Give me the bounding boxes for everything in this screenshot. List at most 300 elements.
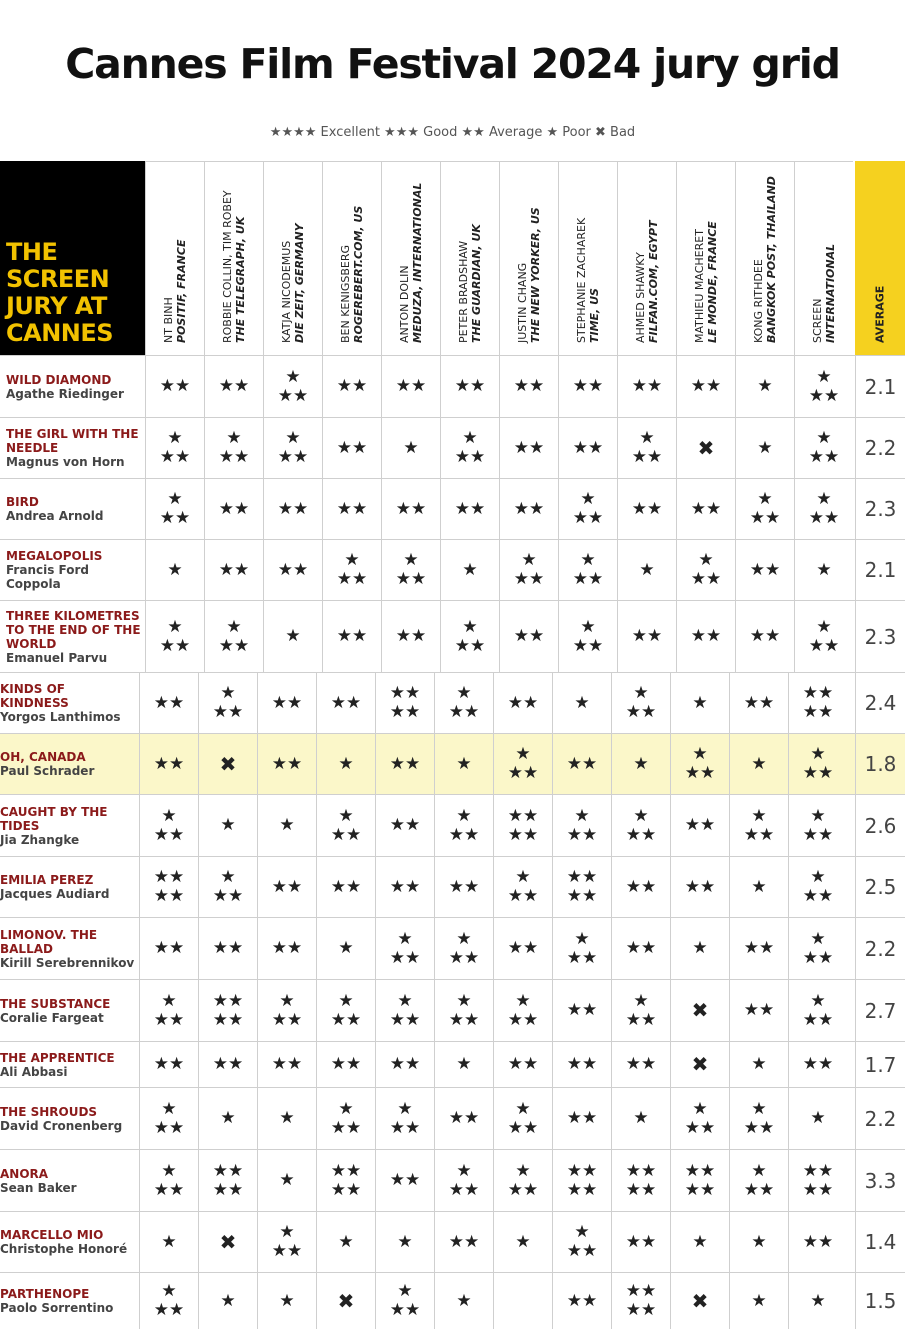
rating-cell bbox=[375, 795, 434, 856]
rating-cell bbox=[617, 479, 676, 539]
rating-cell bbox=[316, 1150, 375, 1211]
star-rating-icon: ★★ ★★ bbox=[625, 1160, 657, 1200]
rating-cell bbox=[794, 540, 853, 600]
critic-outlet: DIE ZEIT, GERMANY bbox=[293, 223, 306, 343]
star-rating-icon: ★ bbox=[220, 1290, 236, 1311]
film-row bbox=[0, 355, 905, 417]
average-score: 2.1 bbox=[855, 356, 905, 417]
rating-cell bbox=[794, 356, 853, 417]
rating-cell bbox=[257, 857, 316, 917]
critic-header bbox=[558, 161, 617, 355]
rating-cell bbox=[493, 1212, 552, 1272]
star-rating-icon: ★★ bbox=[395, 376, 427, 396]
rating-cell bbox=[139, 980, 198, 1041]
star-rating-icon: ★ ★★ bbox=[153, 805, 185, 845]
star-rating-icon: ★ bbox=[456, 1290, 472, 1311]
critic-header bbox=[617, 161, 676, 355]
rating-cell bbox=[139, 1042, 198, 1087]
film-director: Jia Zhangke bbox=[0, 832, 80, 847]
rating-cell bbox=[257, 1042, 316, 1087]
rating-cell bbox=[670, 734, 729, 794]
rating-cell bbox=[499, 540, 558, 600]
rating-cell bbox=[375, 734, 434, 794]
rating-cell bbox=[493, 857, 552, 917]
rating-cell bbox=[493, 795, 552, 856]
average-column-header bbox=[855, 161, 905, 355]
rating-cell bbox=[558, 479, 617, 539]
rating-cell bbox=[499, 601, 558, 672]
rating-cell bbox=[611, 1273, 670, 1329]
critic-header-text bbox=[457, 224, 483, 343]
critic-name: AHMED SHAWKY bbox=[634, 252, 647, 343]
star-rating-icon: ★★ bbox=[389, 753, 421, 774]
star-rating-icon: ★ ★★ bbox=[448, 683, 480, 722]
critic-header bbox=[263, 161, 322, 355]
jury-label bbox=[6, 239, 113, 347]
rating-cell bbox=[257, 918, 316, 979]
rating-cell bbox=[257, 1273, 316, 1329]
rating-cell bbox=[788, 918, 847, 979]
star-rating-icon: ★ ★★ bbox=[507, 1160, 539, 1200]
film-cell bbox=[0, 857, 139, 917]
star-rating-icon: ★ bbox=[279, 1108, 295, 1128]
critic-outlet: FILFAN.COM, EGYPT bbox=[647, 220, 660, 343]
rating-cell bbox=[788, 1088, 847, 1149]
film-director: Magnus von Horn bbox=[6, 455, 125, 469]
rating-cell bbox=[552, 1212, 611, 1272]
star-rating-icon: ★ ★★ bbox=[389, 1098, 421, 1138]
average-score: 2.5 bbox=[855, 857, 905, 917]
star-rating-icon: ★★ bbox=[566, 1290, 598, 1311]
film-title: WILD DIAMOND bbox=[6, 372, 112, 387]
rating-cell bbox=[440, 356, 499, 417]
rating-cell bbox=[381, 418, 440, 478]
rating-cell bbox=[735, 479, 794, 539]
film-cell bbox=[0, 673, 139, 733]
critic-header-text bbox=[634, 220, 660, 343]
rating-cell bbox=[139, 857, 198, 917]
film-director: Emanuel Parvu bbox=[6, 650, 108, 665]
rating-cell bbox=[145, 601, 204, 672]
rating-cell bbox=[670, 980, 729, 1041]
star-rating-icon: ★★ bbox=[454, 498, 486, 519]
rating-cell bbox=[198, 1088, 257, 1149]
rating-cell bbox=[316, 734, 375, 794]
rating-cell bbox=[381, 356, 440, 417]
rating-cell bbox=[198, 918, 257, 979]
rating-cell bbox=[257, 795, 316, 856]
star-rating-icon: ★★ bbox=[277, 498, 309, 519]
film-title: THE SHROUDS bbox=[0, 1104, 98, 1119]
film-row bbox=[0, 1211, 905, 1272]
star-rating-icon: ★ ★★ bbox=[153, 1098, 185, 1138]
film-cell bbox=[6, 479, 145, 539]
star-rating-icon: ★ bbox=[633, 1108, 649, 1128]
rating-cell bbox=[670, 1273, 729, 1329]
rating-cell bbox=[204, 540, 263, 600]
rating-cell bbox=[499, 418, 558, 478]
star-rating-icon: ★ ★★ bbox=[802, 867, 834, 906]
rating-cell bbox=[434, 1273, 493, 1329]
rating-cell bbox=[316, 1212, 375, 1272]
rating-cell bbox=[788, 1212, 847, 1272]
star-rating-icon: ★★ ★★ bbox=[802, 1160, 834, 1200]
rating-cell bbox=[735, 540, 794, 600]
star-rating-icon: ★ ★★ bbox=[448, 990, 480, 1030]
critic-header bbox=[204, 161, 263, 355]
rating-cell bbox=[735, 601, 794, 672]
rating-cell bbox=[145, 479, 204, 539]
average-score: 2.4 bbox=[855, 673, 905, 733]
star-rating-icon: ★★ bbox=[566, 753, 598, 774]
film-title: MEGALOPOLIS bbox=[6, 549, 103, 563]
film-row bbox=[0, 539, 905, 600]
critic-header-text bbox=[162, 240, 188, 343]
star-rating-icon: ★ bbox=[633, 753, 649, 774]
star-rating-icon: ★★ bbox=[743, 692, 775, 713]
rating-cell bbox=[434, 857, 493, 917]
star-rating-icon: ★ ★★ bbox=[448, 1160, 480, 1200]
bad-cross-icon: ✖ bbox=[697, 435, 715, 460]
film-cell bbox=[0, 734, 139, 794]
rating-cell bbox=[139, 1150, 198, 1211]
rating-cell bbox=[434, 734, 493, 794]
star-rating-icon: ★ ★★ bbox=[389, 928, 421, 968]
star-rating-icon: ★ ★★ bbox=[389, 990, 421, 1030]
star-rating-icon: ★★ ★★ bbox=[566, 1160, 598, 1200]
film-director: Sean Baker bbox=[0, 1180, 77, 1195]
rating-cell bbox=[257, 1088, 316, 1149]
film-cell bbox=[6, 540, 145, 600]
critic-header-text bbox=[516, 207, 542, 343]
star-rating-icon: ★ ★★ bbox=[743, 1098, 775, 1138]
rating-cell bbox=[375, 918, 434, 979]
star-rating-icon: ★ ★★ bbox=[572, 550, 604, 589]
rating-cell bbox=[145, 418, 204, 478]
rating-cell bbox=[676, 418, 735, 478]
rating-cell bbox=[670, 673, 729, 733]
rating-cell bbox=[729, 1042, 788, 1087]
rating-cell bbox=[617, 356, 676, 417]
rating-cell bbox=[729, 857, 788, 917]
rating-cell bbox=[316, 857, 375, 917]
star-rating-icon: ★ bbox=[279, 815, 295, 835]
star-rating-icon: ★ ★★ bbox=[218, 616, 250, 656]
star-rating-icon: ★★ bbox=[212, 1054, 244, 1074]
rating-cell bbox=[788, 795, 847, 856]
star-rating-icon: ★ bbox=[692, 938, 708, 958]
star-rating-icon: ★ bbox=[279, 1170, 295, 1190]
average-score: 2.1 bbox=[855, 540, 905, 600]
film-cell bbox=[0, 1212, 139, 1272]
rating-cell bbox=[316, 795, 375, 856]
rating-cell bbox=[670, 795, 729, 856]
star-rating-icon: ★ bbox=[751, 876, 767, 897]
rating-cell bbox=[788, 1042, 847, 1087]
star-rating-icon: ★ bbox=[751, 1231, 767, 1252]
star-rating-icon: ★★ bbox=[271, 938, 303, 958]
critic-name: MATHIEU MACHERET bbox=[693, 229, 706, 343]
rating-cell bbox=[552, 1042, 611, 1087]
critic-header-text bbox=[693, 221, 719, 343]
star-rating-icon: ★★ bbox=[513, 626, 545, 646]
star-rating-icon: ★ ★★ bbox=[271, 990, 303, 1030]
star-rating-icon: ★ ★★ bbox=[749, 489, 781, 528]
rating-cell bbox=[729, 1150, 788, 1211]
rating-cell bbox=[434, 1150, 493, 1211]
rating-cell bbox=[558, 418, 617, 478]
star-rating-icon: ★ bbox=[338, 938, 354, 958]
star-rating-icon: ★★ bbox=[389, 1054, 421, 1074]
film-row bbox=[0, 856, 905, 917]
film-director: Agathe Riedinger bbox=[6, 386, 124, 401]
rating-cell bbox=[257, 673, 316, 733]
rating-cell bbox=[375, 1273, 434, 1329]
rating-cell bbox=[434, 1042, 493, 1087]
star-rating-icon: ★★ bbox=[572, 437, 604, 458]
rating-cell bbox=[316, 673, 375, 733]
rating-cell bbox=[263, 479, 322, 539]
rating-cell bbox=[558, 601, 617, 672]
film-cell bbox=[6, 356, 145, 417]
star-rating-icon: ★ bbox=[220, 1108, 236, 1128]
rating-cell bbox=[440, 418, 499, 478]
star-rating-icon: ★★ bbox=[153, 753, 185, 774]
star-rating-icon: ★ ★★ bbox=[684, 1098, 716, 1138]
star-rating-icon: ★★ bbox=[277, 559, 309, 580]
film-row bbox=[0, 1041, 905, 1087]
rating-cell bbox=[499, 479, 558, 539]
film-director: Christophe Honoré bbox=[0, 1242, 128, 1256]
star-rating-icon: ★ ★★ bbox=[336, 550, 368, 589]
star-rating-icon: ★★ bbox=[271, 1054, 303, 1074]
star-rating-icon: ★ ★★ bbox=[153, 990, 185, 1030]
critic-outlet: THE TELEGRAPH, UK bbox=[234, 216, 247, 343]
film-cell bbox=[0, 1273, 139, 1329]
rating-cell bbox=[794, 601, 853, 672]
rating-cell bbox=[257, 1212, 316, 1272]
average-score: 3.3 bbox=[855, 1150, 905, 1211]
critic-outlet: ROGEREBERT.COM, US bbox=[352, 205, 365, 343]
film-row bbox=[0, 733, 905, 794]
film-director: Jacques Audiard bbox=[0, 887, 110, 901]
film-director: Coralie Fargeat bbox=[0, 1010, 104, 1025]
film-director: Paul Schrader bbox=[0, 764, 95, 778]
rating-cell bbox=[204, 601, 263, 672]
rating-cell bbox=[552, 673, 611, 733]
star-rating-icon: ★ bbox=[751, 753, 767, 774]
film-director: Ali Abbasi bbox=[0, 1064, 68, 1079]
star-rating-icon: ★ ★★ bbox=[507, 1098, 539, 1138]
rating-cell bbox=[729, 795, 788, 856]
star-rating-icon: ★★ ★★ bbox=[507, 805, 539, 845]
star-rating-icon: ★★ bbox=[684, 876, 716, 897]
film-director: Francis Ford Coppola bbox=[6, 563, 89, 591]
rating-cell bbox=[552, 1273, 611, 1329]
star-rating-icon: ★ bbox=[220, 815, 236, 835]
rating-cell bbox=[322, 601, 381, 672]
star-rating-icon: ★★ bbox=[336, 376, 368, 396]
film-cell bbox=[6, 601, 145, 672]
rating-cell bbox=[375, 1212, 434, 1272]
page-title: Cannes Film Festival 2024 jury grid bbox=[65, 40, 840, 88]
rating-cell bbox=[139, 1088, 198, 1149]
critic-name: SCREEN bbox=[811, 298, 824, 343]
rating-cell bbox=[204, 418, 263, 478]
star-rating-icon: ★ bbox=[397, 1231, 413, 1252]
star-rating-icon: ★ ★★ bbox=[153, 1281, 185, 1320]
film-row bbox=[0, 672, 905, 733]
star-rating-icon: ★ bbox=[167, 559, 183, 580]
star-rating-icon: ★ ★★ bbox=[212, 867, 244, 906]
rating-cell bbox=[499, 356, 558, 417]
rating-cell bbox=[611, 918, 670, 979]
bad-cross-icon: ✖ bbox=[691, 998, 709, 1022]
rating-cell bbox=[788, 980, 847, 1041]
rating-cell bbox=[198, 734, 257, 794]
star-rating-icon: ★ ★★ bbox=[507, 744, 539, 783]
rating-cell bbox=[611, 1212, 670, 1272]
star-rating-icon: ★★ bbox=[631, 498, 663, 519]
rating-cell bbox=[198, 795, 257, 856]
average-score: 1.8 bbox=[855, 734, 905, 794]
star-rating-icon: ★★ bbox=[749, 559, 781, 580]
star-rating-icon: ★ ★★ bbox=[566, 805, 598, 845]
rating-cell bbox=[611, 795, 670, 856]
rating-cell bbox=[493, 918, 552, 979]
star-rating-icon: ★ bbox=[456, 1054, 472, 1074]
rating-cell bbox=[611, 734, 670, 794]
star-rating-icon: ★ bbox=[285, 626, 301, 646]
rating-cell bbox=[670, 918, 729, 979]
rating-cell bbox=[794, 418, 853, 478]
rating-cell bbox=[788, 673, 847, 733]
rating-cell bbox=[611, 1042, 670, 1087]
star-rating-icon: ★ bbox=[692, 1231, 708, 1252]
star-rating-icon: ★ bbox=[751, 1054, 767, 1074]
film-title: BIRD bbox=[6, 495, 39, 509]
average-score: 1.7 bbox=[855, 1042, 905, 1087]
rating-cell bbox=[316, 1088, 375, 1149]
star-rating-icon: ★★ bbox=[153, 692, 185, 713]
star-rating-icon: ★★ bbox=[802, 1231, 834, 1252]
film-row bbox=[0, 478, 905, 539]
rating-cell bbox=[493, 734, 552, 794]
rating-cell bbox=[788, 1150, 847, 1211]
star-rating-icon: ★ ★★ bbox=[684, 744, 716, 783]
star-rating-icon: ★★ bbox=[454, 376, 486, 396]
average-score: 2.3 bbox=[855, 479, 905, 539]
critic-name: ANTON DOLIN bbox=[398, 265, 411, 343]
rating-cell bbox=[611, 857, 670, 917]
star-rating-icon: ★ ★★ bbox=[808, 366, 840, 406]
star-rating-icon: ★ ★★ bbox=[277, 428, 309, 467]
star-rating-icon: ★ bbox=[757, 376, 773, 396]
average-score: 2.6 bbox=[855, 795, 905, 856]
critic-outlet: THE NEW YORKER, US bbox=[529, 207, 542, 343]
star-rating-icon: ★★ bbox=[743, 1000, 775, 1020]
bad-cross-icon: ✖ bbox=[337, 1288, 355, 1313]
rating-cell bbox=[322, 540, 381, 600]
film-director: David Cronenberg bbox=[0, 1118, 123, 1133]
film-title: THE GIRL WITH THE NEEDLE bbox=[6, 427, 139, 455]
star-rating-icon: ★ bbox=[161, 1231, 177, 1252]
star-rating-icon: ★ ★★ bbox=[802, 928, 834, 968]
star-rating-icon: ★★ bbox=[513, 498, 545, 519]
rating-cell bbox=[788, 1273, 847, 1329]
rating-cell bbox=[204, 356, 263, 417]
rating-cell bbox=[493, 1273, 552, 1329]
critic-outlet: POSITIF, FRANCE bbox=[175, 239, 188, 343]
film-title: LIMONOV. THE BALLAD bbox=[0, 927, 98, 956]
star-rating-icon: ★ bbox=[639, 559, 655, 580]
film-title: MARCELLO MIO bbox=[0, 1228, 104, 1242]
critic-name: KATJA NICODEMUS bbox=[280, 240, 293, 343]
critic-header-text bbox=[575, 218, 601, 343]
rating-cell bbox=[670, 1150, 729, 1211]
star-rating-icon: ★★ bbox=[507, 938, 539, 958]
bad-cross-icon: ✖ bbox=[691, 1052, 709, 1076]
rating-cell bbox=[139, 673, 198, 733]
star-rating-icon: ★★ bbox=[448, 876, 480, 897]
star-rating-icon: ★★ ★★ bbox=[212, 1160, 244, 1200]
star-rating-icon: ★★ bbox=[271, 692, 303, 713]
rating-cell bbox=[735, 418, 794, 478]
film-director: Yorgos Lanthimos bbox=[0, 710, 121, 724]
star-rating-icon: ★ ★★ bbox=[330, 805, 362, 845]
star-rating-icon: ★★ bbox=[271, 753, 303, 774]
film-director: Andrea Arnold bbox=[6, 509, 104, 523]
star-rating-icon: ★ ★★ bbox=[330, 1098, 362, 1138]
star-rating-icon: ★ ★★ bbox=[159, 489, 191, 528]
rating-cell bbox=[440, 479, 499, 539]
rating-cell bbox=[670, 1042, 729, 1087]
star-rating-icon: ★★ bbox=[690, 376, 722, 396]
rating-cell bbox=[676, 479, 735, 539]
rating-cell bbox=[552, 1150, 611, 1211]
star-rating-icon: ★ bbox=[810, 1108, 826, 1128]
rating-cell bbox=[198, 1150, 257, 1211]
film-row bbox=[0, 917, 905, 979]
star-rating-icon: ★ ★★ bbox=[389, 1281, 421, 1320]
star-rating-icon: ★★ ★★ bbox=[212, 990, 244, 1030]
star-rating-icon: ★ bbox=[456, 753, 472, 774]
star-rating-icon: ★★ bbox=[218, 559, 250, 580]
star-rating-icon: ★ ★★ bbox=[808, 616, 840, 656]
rating-cell bbox=[735, 356, 794, 417]
star-rating-icon: ★★ bbox=[566, 1108, 598, 1128]
star-rating-icon: ★ ★★ bbox=[631, 428, 663, 467]
film-title: THE APPRENTICE bbox=[0, 1050, 115, 1065]
rating-cell bbox=[198, 1042, 257, 1087]
rating-cell bbox=[316, 980, 375, 1041]
star-rating-icon: ★★ bbox=[513, 376, 545, 396]
rating-cell bbox=[139, 1212, 198, 1272]
critic-name: ROBBIE COLLIN, TIM ROBEY bbox=[221, 190, 234, 343]
star-rating-icon: ★★ bbox=[389, 815, 421, 835]
rating-cell bbox=[434, 795, 493, 856]
critic-header-text bbox=[221, 190, 247, 343]
critic-outlet: TIME, US bbox=[588, 288, 601, 343]
critic-name: STEPHANIE ZACHAREK bbox=[575, 217, 588, 343]
rating-cell bbox=[676, 356, 735, 417]
rating-cell bbox=[263, 356, 322, 417]
star-rating-icon: ★★ bbox=[625, 938, 657, 958]
rating-cell bbox=[263, 540, 322, 600]
rating-cell bbox=[434, 918, 493, 979]
star-rating-icon: ★★ bbox=[743, 938, 775, 958]
rating-cell bbox=[670, 857, 729, 917]
